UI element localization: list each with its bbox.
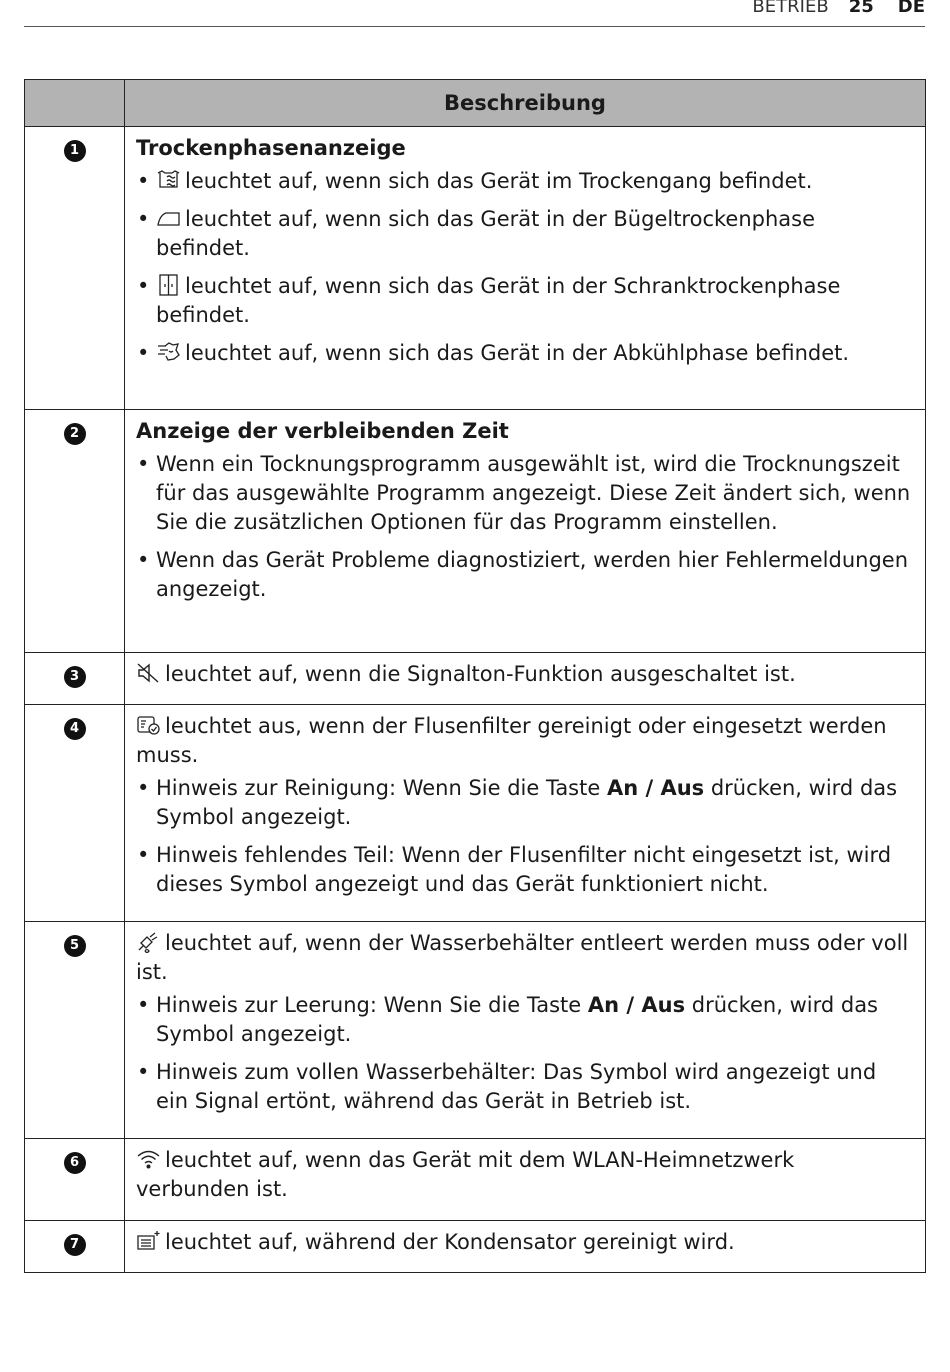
drying-icon xyxy=(156,169,181,191)
lint-filter-icon xyxy=(136,714,161,736)
description-column-header: Beschreibung xyxy=(125,80,926,127)
row-number-cell xyxy=(25,653,125,705)
number-badge: 4 xyxy=(64,718,86,740)
iron-icon xyxy=(156,207,181,229)
cooling-icon xyxy=(156,341,181,363)
row-text: leuchtet auf, wenn das Gerät mit dem WLAN-Heimnetzwerk verbunden ist. xyxy=(136,1148,795,1201)
row-number-cell xyxy=(25,1221,125,1273)
row-description-cell xyxy=(125,922,926,1139)
condenser-clean-icon xyxy=(136,1230,161,1252)
table-row xyxy=(25,127,926,410)
row-title: Trockenphasenanzeige xyxy=(136,136,406,160)
description-table xyxy=(24,79,926,1273)
row-main-text xyxy=(136,929,913,987)
table-row xyxy=(25,705,926,922)
row-number-cell xyxy=(25,922,125,1139)
list-item xyxy=(136,774,913,832)
row-main-text xyxy=(136,1228,913,1257)
row-description-cell xyxy=(125,410,926,653)
section-title: BETRIEB xyxy=(752,0,829,17)
table-header-row xyxy=(25,80,926,127)
bullet-list xyxy=(136,450,913,604)
row-number-cell xyxy=(25,127,125,410)
row-text: leuchtet aus, wenn der Flusenfilter gereinigt oder eingesetzt werden muss. xyxy=(136,714,887,767)
list-item: • Wenn ein Tocknungsprogramm ausgewählt ist, wird die Trocknungszeit für das ausgewählte Programm angezeigt. Diese Zeit ändert sich, wenn Sie die zusätzlichen Optionen für das Programm einstellen. xyxy=(136,450,913,537)
item-text-post: drücken, wird das Symbol angezeigt. xyxy=(156,993,879,1046)
item-text: leuchtet auf, wenn sich das Gerät in der Bügeltrockenphase befindet. xyxy=(156,207,816,260)
row-text: leuchtet auf, während der Kondensator gereinigt wird. xyxy=(165,1230,735,1254)
row-number-cell xyxy=(25,410,125,653)
row-main-text xyxy=(136,660,913,689)
list-item xyxy=(136,991,913,1049)
list-item: • Hinweis zum vollen Wasserbehälter: Das Symbol wird angezeigt und ein Signal ertönt, während das Gerät in Betrieb ist. xyxy=(136,1058,913,1116)
button-label-on-off: An / Aus xyxy=(587,993,686,1017)
row-title: Anzeige der verbleibenden Zeit xyxy=(136,419,509,443)
row-description-cell xyxy=(125,1221,926,1273)
list-item xyxy=(136,205,913,263)
row-main-text xyxy=(136,712,913,770)
row-description-cell xyxy=(125,127,926,410)
item-text: leuchtet auf, wenn sich das Gerät in der Schranktrockenphase befindet. xyxy=(156,274,841,327)
button-label-on-off: An / Aus xyxy=(606,776,705,800)
page-number: 25 xyxy=(848,0,874,17)
row-text: leuchtet auf, wenn der Wasserbehälter entleert werden muss oder voll ist. xyxy=(136,931,909,984)
table-row xyxy=(25,653,926,705)
number-badge: 6 xyxy=(64,1152,86,1174)
table-row xyxy=(25,1221,926,1273)
row-text: leuchtet auf, wenn die Signalton-Funktion ausgeschaltet ist. xyxy=(165,662,796,686)
number-column-header xyxy=(25,80,125,127)
number-badge: 7 xyxy=(64,1234,86,1256)
list-item: • Hinweis fehlendes Teil: Wenn der Flusenfilter nicht eingesetzt ist, wird dieses Symbol angezeigt und das Gerät funktioniert nicht. xyxy=(136,841,913,899)
list-item xyxy=(136,339,913,368)
bullet-list xyxy=(136,991,913,1116)
list-item xyxy=(136,272,913,330)
row-description-cell xyxy=(125,1139,926,1221)
number-badge: 1 xyxy=(64,140,86,162)
table-row xyxy=(25,1139,926,1221)
number-badge: 5 xyxy=(64,935,86,957)
page-header xyxy=(24,0,925,27)
number-badge: 3 xyxy=(64,666,86,688)
table-row xyxy=(25,922,926,1139)
item-text-pre: Hinweis zur Reinigung: Wenn Sie die Taste xyxy=(156,776,607,800)
item-text: leuchtet auf, wenn sich das Gerät in der Abkühlphase befindet. xyxy=(185,341,850,365)
wifi-icon xyxy=(136,1148,161,1170)
mute-icon xyxy=(136,662,161,684)
cupboard-icon xyxy=(156,274,181,296)
row-main-text xyxy=(136,1146,913,1204)
row-number-cell xyxy=(25,1139,125,1221)
row-description-cell xyxy=(125,705,926,922)
language-code: DE xyxy=(897,0,925,17)
bullet-list xyxy=(136,774,913,899)
row-description-cell xyxy=(125,653,926,705)
list-item: • Wenn das Gerät Probleme diagnostiziert, werden hier Fehlermeldungen angezeigt. xyxy=(136,546,913,604)
table-row xyxy=(25,410,926,653)
item-text: leuchtet auf, wenn sich das Gerät im Trockengang befindet. xyxy=(185,169,813,193)
bullet-list xyxy=(136,167,913,368)
number-badge: 2 xyxy=(64,423,86,445)
item-text-post: drücken, wird das Symbol angezeigt. xyxy=(156,776,898,829)
list-item xyxy=(136,167,913,196)
item-text-pre: Hinweis zur Leerung: Wenn Sie die Taste xyxy=(156,993,588,1017)
row-number-cell xyxy=(25,705,125,922)
water-tank-icon xyxy=(136,931,161,953)
